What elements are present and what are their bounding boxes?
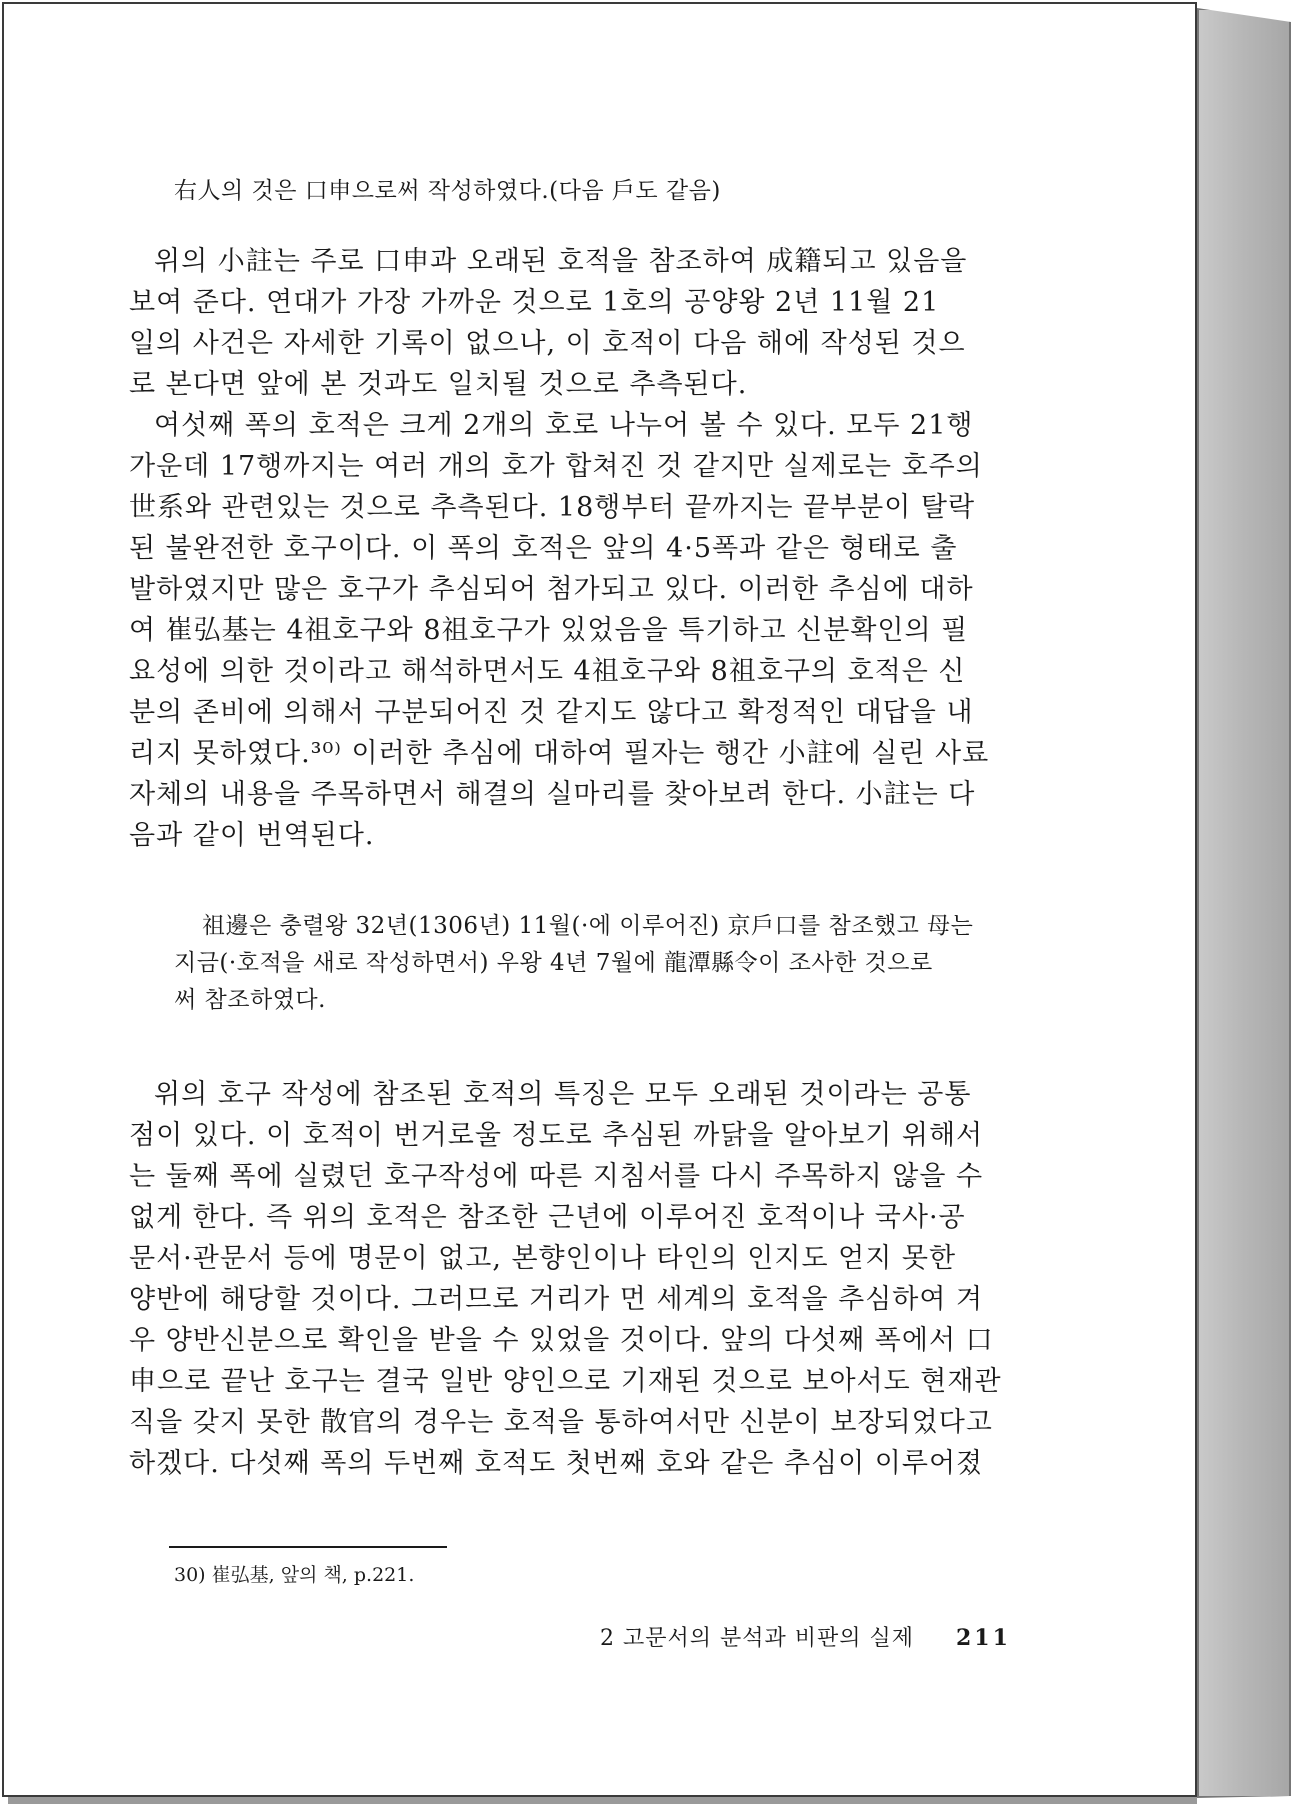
paragraph-line: 된 불완전한 호구이다. 이 폭의 호적은 앞의 4·5폭과 같은 형태로 출 xyxy=(129,533,958,564)
paragraph-line: 로 본다면 앞에 본 것과도 일치될 것으로 추측된다. xyxy=(129,369,748,400)
paragraph-line: 위의 호구 작성에 참조된 호적의 특징은 모두 오래된 것이라는 공통 xyxy=(154,1079,972,1110)
paragraph-line: 보여 준다. 연대가 가장 가까운 것으로 1호의 공양왕 2년 11월 21 xyxy=(129,287,940,318)
paragraph-line: 직을 갖지 못한 散官의 경우는 호적을 통하여서만 신분이 보장되었다고 xyxy=(129,1407,993,1438)
book-spine-edge xyxy=(1197,8,1291,1798)
paragraph-line: 申으로 끝난 호구는 결국 일반 양인으로 기재된 것으로 보아서도 현재관 xyxy=(129,1366,1002,1397)
paragraph-line: 여섯째 폭의 호적은 크게 2개의 호로 나누어 볼 수 있다. 모두 21행 xyxy=(154,410,974,441)
page-shadow xyxy=(8,1797,1197,1804)
paragraph-line: 분의 존비에 의해서 구분되어진 것 같지도 않다고 확정적인 대답을 내 xyxy=(129,697,974,728)
page-number: 211 xyxy=(956,1625,1011,1651)
document-page xyxy=(2,2,1197,1797)
paragraph-line: 하겠다. 다섯째 폭의 두번째 호적도 첫번째 호와 같은 추심이 이루어졌 xyxy=(129,1448,984,1479)
running-footer xyxy=(600,1621,1011,1652)
paragraph-line: 점이 있다. 이 호적이 번거로울 정도로 추심된 까닭을 알아보기 위해서 xyxy=(129,1120,984,1151)
paragraph-line: 위의 小註는 주로 口申과 오래된 호적을 참조하여 成籍되고 있음을 xyxy=(154,246,968,277)
footnote: 30) 崔弘基, 앞의 책, p.221. xyxy=(174,1564,415,1586)
quote-line: 지금(·호적을 새로 작성하면서) 우왕 4년 7월에 龍潭縣令이 조사한 것으로 xyxy=(174,950,933,976)
paragraph-line: 음과 같이 번역된다. xyxy=(129,820,375,851)
paragraph-line: 문서·관문서 등에 명문이 없고, 본향인이나 타인의 인지도 얻지 못한 xyxy=(129,1243,957,1274)
paragraph-line: 없게 한다. 즉 위의 호적은 참조한 근년에 이루어진 호적이나 국사·공 xyxy=(129,1202,966,1233)
intro-note: 右人의 것은 口申으로써 작성하였다.(다음 戶도 같음) xyxy=(174,178,721,204)
paragraph-line: 가운데 17행까지는 여러 개의 호가 합쳐진 것 같지만 실제로는 호주의 xyxy=(129,451,983,482)
footnote-divider xyxy=(169,1546,447,1548)
paragraph-line: 요성에 의한 것이라고 해석하면서도 4祖호구와 8祖호구의 호적은 신 xyxy=(129,656,966,687)
chapter-title: 2 고문서의 분석과 비판의 실제 xyxy=(600,1626,914,1651)
paragraph-line: 양반에 해당할 것이다. 그러므로 거리가 먼 세계의 호적을 추심하여 겨 xyxy=(129,1284,984,1315)
paragraph-line: 일의 사건은 자세한 기록이 없으나, 이 호적이 다음 해에 작성된 것으 xyxy=(129,328,966,359)
paragraph-line: 리지 못하였다.³⁰⁾ 이러한 추심에 대하여 필자는 행간 小註에 실린 사료 xyxy=(129,738,990,769)
quote-line: 써 참조하였다. xyxy=(174,987,326,1013)
paragraph-line: 우 양반신분으로 확인을 받을 수 있었을 것이다. 앞의 다섯째 폭에서 口 xyxy=(129,1325,994,1356)
paragraph-line: 는 둘째 폭에 실렸던 호구작성에 따른 지침서를 다시 주목하지 않을 수 xyxy=(129,1161,984,1192)
quote-line: 祖邊은 충렬왕 32년(1306년) 11월(·에 이루어진) 京戶口를 참조했고 母는 xyxy=(202,913,974,939)
paragraph-line: 世系와 관련있는 것으로 추측된다. 18행부터 끝까지는 끝부분이 탈락 xyxy=(129,492,976,523)
paragraph-line: 여 崔弘基는 4祖호구와 8祖호구가 있었음을 특기하고 신분확인의 필 xyxy=(129,615,969,646)
paragraph-line: 자체의 내용을 주목하면서 해결의 실마리를 찾아보려 한다. 小註는 다 xyxy=(129,779,976,810)
paragraph-line: 발하였지만 많은 호구가 추심되어 첨가되고 있다. 이러한 추심에 대하 xyxy=(129,574,974,605)
